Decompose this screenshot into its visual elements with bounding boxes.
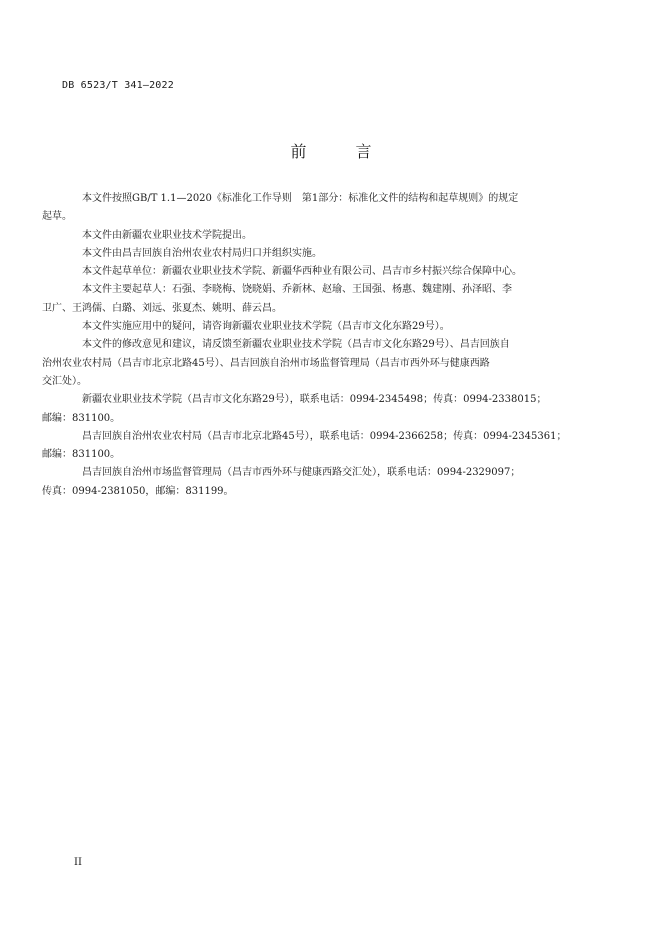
paragraph-line: 昌吉回族自治州农业农村局（昌吉市北京北路45号），联系电话：0994-2366258；传真：0994-2345361； [82,430,567,442]
paragraph-line: 本文件起草单位：新疆农业职业技术学院、新疆华西种业有限公司、昌吉市乡村振兴综合保障中心。 [82,266,522,278]
paragraph-line: 邮编：831100。 [42,449,121,461]
paragraph-line: 传真：0994-2381050，邮编：831199。 [42,485,234,497]
page-number: II [74,857,82,868]
page-title: 前 言 [290,142,394,161]
paragraph [62,263,600,281]
paragraph-line: 交汇处）。 [42,375,87,387]
paragraph [62,245,600,263]
paragraph [42,391,600,428]
paragraph-line: 治州农业农村局（昌吉市北京北路45号）、昌吉回族自治州市场监督管理局（昌吉市西外环与健康西路 [42,357,490,369]
paragraph [62,318,600,336]
paragraph-line: 新疆农业职业技术学院（昌吉市文化东路29号），联系电话：0994-2345498；传真：0994-2338015； [82,394,547,406]
document-code: DB 6523/T 341—2022 [62,80,174,91]
paragraph-line: 本文件由昌吉回族自治州农业农村局归口并组织实施。 [82,247,322,259]
paragraph-line: 卫广、王鸿儒、白璐、刘远、张夏杰、姚明、薛云昌。 [42,302,282,314]
paragraph-line: 本文件主要起草人：石强、李晓梅、饶晓娟、乔新林、赵瑜、王国强、杨惠、魏建刚、孙泽昭、李 [82,284,512,296]
paragraph-line: 起草。 [42,211,72,223]
paragraph-line: 本文件按照GB/T 1.1—2020《标准化工作导则 第1部分：标准化文件的结构和起草规则》的规定 [82,193,519,204]
paragraph [42,464,600,501]
paragraph-line: 本文件由新疆农业职业技术学院提出。 [82,229,252,241]
foreword-body [42,190,600,501]
paragraph [42,281,600,318]
paragraph-line: 昌吉回族自治州市场监督管理局（昌吉市西外环与健康西路交汇处），联系电话：0994-2329097； [82,467,521,479]
paragraph [62,227,600,245]
paragraph [42,190,600,227]
paragraph [42,428,600,465]
paragraph-line: 本文件实施应用中的疑问，请咨询新疆农业职业技术学院（昌吉市文化东路29号）。 [82,321,450,333]
paragraph-line: 本文件的修改意见和建议，请反馈至新疆农业职业技术学院（昌吉市文化东路29号）、昌吉回族自 [82,339,510,351]
paragraph [42,336,600,391]
paragraph-line: 邮编：831100。 [42,412,121,424]
